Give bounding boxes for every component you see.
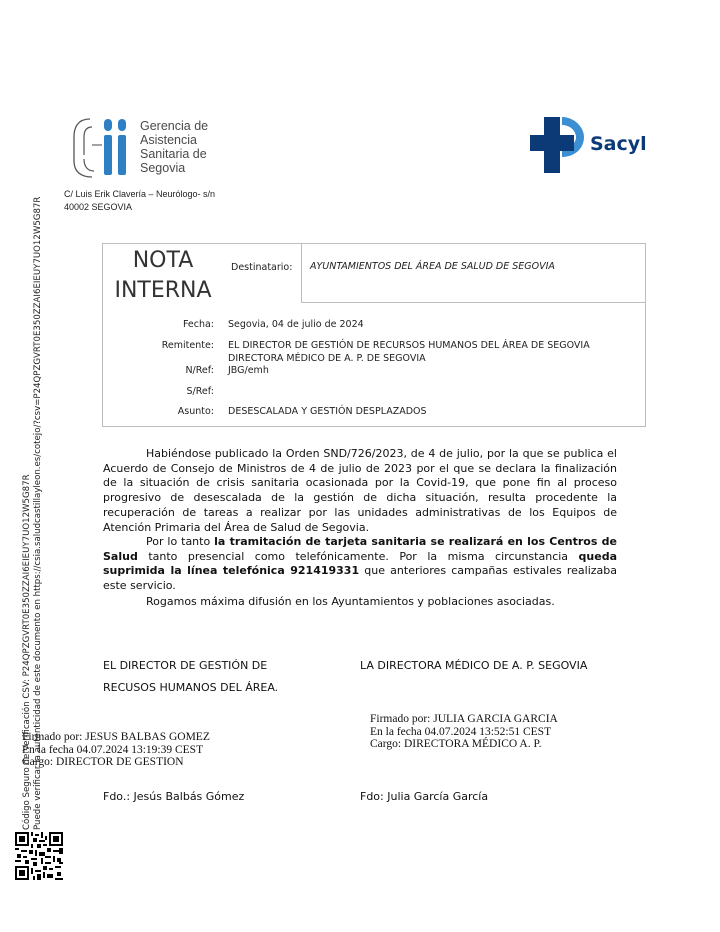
destinatario-label: Destinatario: xyxy=(231,262,293,273)
memo-title-line-1: NOTA xyxy=(132,248,194,273)
nref-value: JBG/emh xyxy=(228,365,269,376)
address-line-1: C/ Luis Erik Clavería – Neurólogo- s/n xyxy=(64,189,216,199)
sacyl-wordmark: Sacyl xyxy=(590,133,647,155)
right-signature-stamp xyxy=(370,713,558,751)
gerencia-emblem-icon xyxy=(68,115,134,181)
nref-label: N/Ref: xyxy=(185,365,214,376)
memo-box xyxy=(102,243,646,427)
remitente-line-2: DIRECTORA MÉDICO DE A. P. DE SEGOVIA xyxy=(228,353,426,364)
csv-verification-code: Código Seguro de Verificación CSV: P24QPZGVRT0E350ZZAI6EIEUY7UO12W5G87R xyxy=(22,474,32,830)
para2-part-b: la tramitación de tarjeta sanitaria se realizará en los Centros de Salud xyxy=(103,535,617,563)
left-stamp-line-2: En la fecha 04.07.2024 13:19:39 CEST xyxy=(22,743,204,756)
body-paragraph-2 xyxy=(103,535,617,594)
remitente-line-1: EL DIRECTOR DE GESTIÓN DE RECURSOS HUMANOS DEL ÁREA DE SEGOVIA xyxy=(228,340,590,351)
left-signed-name: Fdo.: Jesús Balbás Gómez xyxy=(103,790,245,803)
gerencia-line-4: Segovia xyxy=(140,161,186,175)
left-signer-title-2: RECUSOS HUMANOS DEL ÁREA. xyxy=(103,681,279,694)
sacyl-cross-icon xyxy=(530,113,590,175)
left-stamp-line-3: Cargo: DIRECTOR DE GESTION xyxy=(22,756,184,768)
right-stamp-line-1: Firmado por: JULIA GARCIA GARCIA xyxy=(370,713,558,725)
sacyl-logo xyxy=(530,113,650,175)
para2-part-a: Por lo tanto xyxy=(146,535,215,548)
right-signer-title: LA DIRECTORA MÉDICO DE A. P. SEGOVIA xyxy=(360,659,588,672)
asunto-value: DESESCALADA Y GESTIÓN DESPLAZADOS xyxy=(228,406,427,417)
body-paragraph-1: Habiéndose publicado la Orden SND/726/2023, de 4 de julio, por la que se publica el Acuerdo de Consejo de Ministros de 4 de julio de 2023 por el que se declara la finalización de la situación de crisis sanitaria ocasionada por la Covid-19, que pone fin al proceso progresivo de desescalada de la gestión de dicha situación, resulta procedente la recuperación de tareas a realizar por las unidades administrativas de los Equipos de Atención Primaria del Área de Salud de Segovia. xyxy=(103,447,617,534)
para2-part-d: queda suprimida la línea telefónica 921419331 xyxy=(103,549,617,578)
address-block xyxy=(64,188,215,214)
destinatario-value: AYUNTAMIENTOS DEL ÁREA DE SALUD DE SEGOVIA xyxy=(310,261,555,272)
fecha-value: Segovia, 04 de julio de 2024 xyxy=(228,319,364,330)
gerencia-logo xyxy=(68,115,218,185)
destinatario-box xyxy=(301,243,646,303)
memo-title xyxy=(109,246,217,306)
gerencia-line-3: Sanitaria de xyxy=(140,147,207,161)
right-signed-name: Fdo: Julia García García xyxy=(360,790,489,803)
memo-title-line-2: INTERNA xyxy=(114,278,212,303)
gerencia-line-1: Gerencia de xyxy=(140,119,209,133)
para2-part-e: que anteriores campañas estivales realizaba este servicio. xyxy=(103,564,618,593)
left-signer-title-1: EL DIRECTOR DE GESTIÓN DE xyxy=(103,659,268,672)
fecha-label: Fecha: xyxy=(182,319,214,330)
body-paragraph-3: Rogamos máxima difusión en los Ayuntamientos y poblaciones asociadas. xyxy=(146,595,555,608)
gerencia-line-2: Asistencia xyxy=(140,133,197,147)
right-stamp-line-3: Cargo: DIRECTORA MÉDICO A. P. xyxy=(370,738,542,750)
asunto-label: Asunto: xyxy=(177,406,214,417)
right-stamp-line-2: En la fecha 04.07.2024 13:52:51 CEST xyxy=(370,725,552,738)
remitente-label: Remitente: xyxy=(161,340,214,351)
qr-code-icon[interactable] xyxy=(15,832,63,880)
left-stamp-line-1: Firmado por: JESUS BALBAS GOMEZ xyxy=(22,731,210,743)
address-line-2: 40002 SEGOVIA xyxy=(64,202,133,212)
para2-part-c: tanto presencial como telefónicamente. Por la misma circunstancia xyxy=(137,549,579,563)
sref-label: S/Ref: xyxy=(186,386,214,397)
left-signature-stamp xyxy=(22,731,210,769)
csv-verification-url: Puede verificar la autenticidad de este documento en https://csia.saludcastillayleon.es/cotejo/?csv=P24QPZGVRT0E350ZZAI6EIEUY7UO12W5G87R xyxy=(33,196,43,830)
